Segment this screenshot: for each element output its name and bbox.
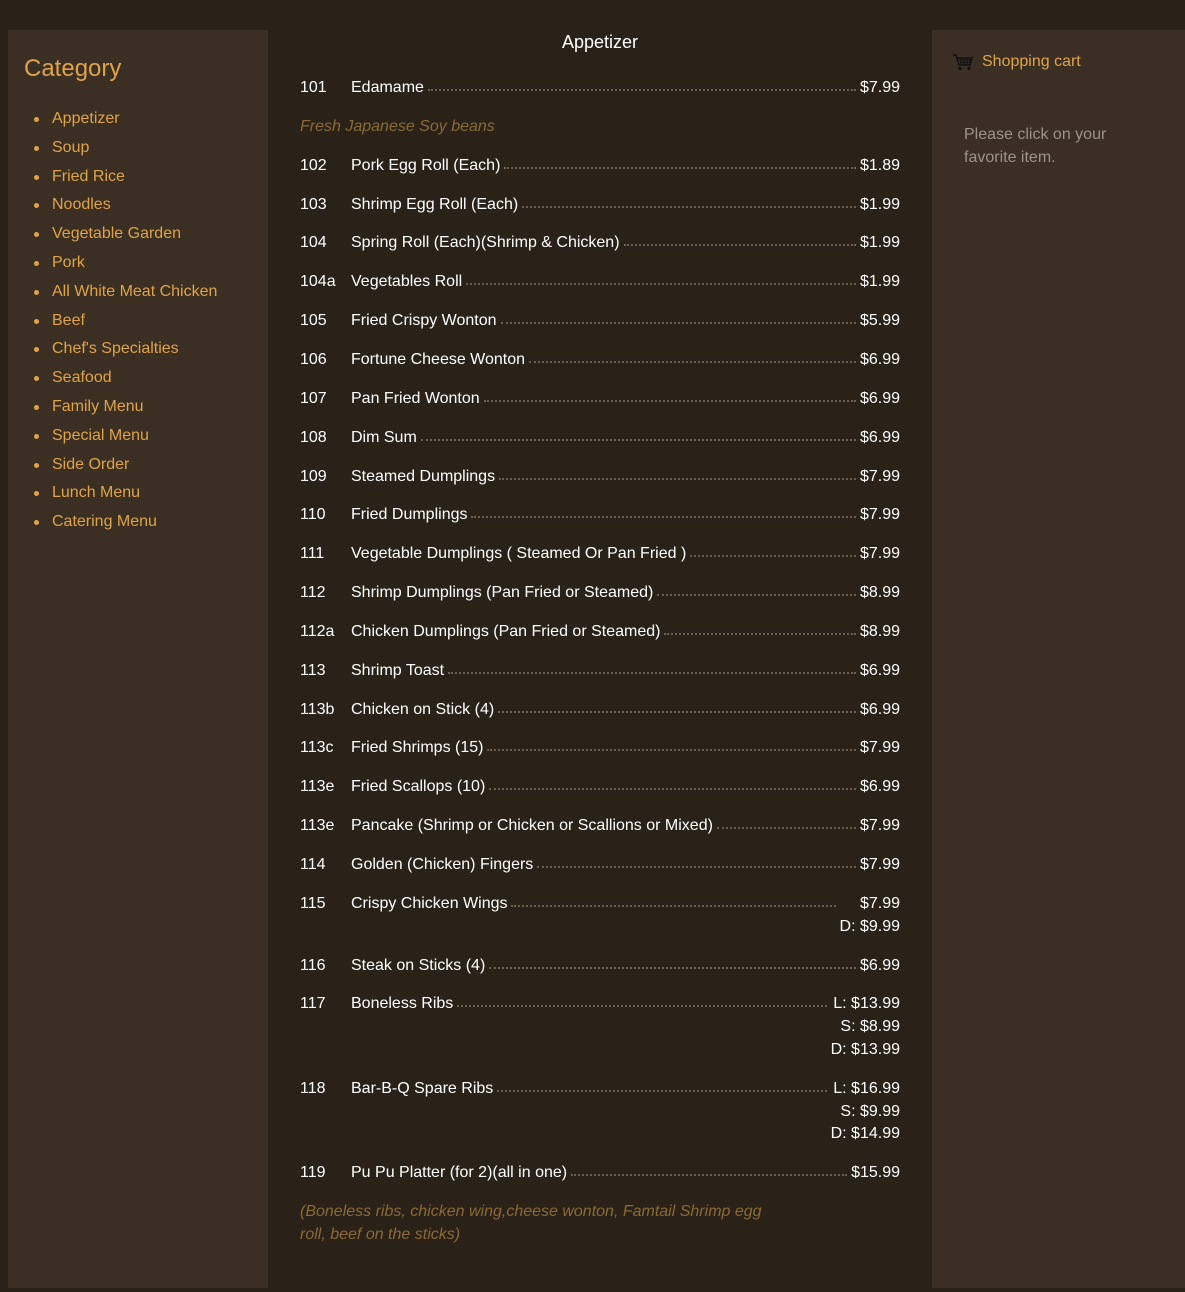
item-name: Vegetables Roll [351, 271, 466, 294]
item-number: 106 [300, 350, 327, 368]
dot-leader [471, 516, 856, 518]
category-item[interactable]: Beef [52, 311, 217, 340]
category-item[interactable]: Chef's Specialties [52, 339, 217, 368]
dot-leader [428, 89, 856, 91]
item-prices [860, 194, 900, 217]
item-prices [860, 232, 900, 255]
item-prices [860, 776, 900, 799]
dot-leader [489, 967, 856, 969]
item-prices [860, 349, 900, 372]
item-price: D: $14.99 [830, 1125, 900, 1143]
item-prices [851, 1162, 900, 1185]
item-prices [860, 621, 900, 644]
category-item[interactable]: Family Menu [52, 397, 217, 426]
dot-leader [484, 400, 856, 402]
item-price: $7.99 [859, 739, 900, 757]
dot-leader [522, 206, 856, 208]
item-number: 103 [300, 195, 327, 213]
category-item[interactable]: Side Order [52, 455, 217, 484]
item-prices [860, 815, 900, 838]
item-price: $7.99 [859, 506, 900, 524]
item-prices [860, 854, 900, 877]
item-prices [860, 271, 900, 294]
item-price: $1.99 [859, 195, 900, 213]
item-price: $7.99 [859, 545, 900, 563]
item-number: 113b [300, 700, 335, 718]
category-sidebar [8, 30, 268, 1288]
dot-leader [511, 905, 836, 907]
menu-section [268, 30, 932, 1292]
item-price: $7.99 [859, 856, 900, 873]
item-price: $6.99 [859, 956, 900, 974]
section-title: Appetizer [561, 32, 639, 52]
item-name: Edamame [351, 77, 428, 100]
dot-leader [497, 1090, 827, 1092]
dot-leader [501, 322, 856, 324]
dot-leader [664, 633, 856, 635]
item-number: 113c [300, 739, 334, 757]
item-name: Shrimp Egg Roll (Each) [351, 194, 522, 217]
item-name: Pu Pu Platter (for 2)(all in one) [351, 1162, 571, 1185]
dot-leader [421, 439, 856, 441]
dot-leader [690, 555, 856, 557]
item-number: 110 [300, 506, 326, 524]
item-price: $6.99 [859, 700, 900, 718]
item-price: $15.99 [851, 1164, 900, 1182]
item-number: 113e [300, 778, 335, 796]
item-name: Steamed Dumplings [351, 466, 499, 489]
item-number: 119 [300, 1164, 326, 1182]
category-item[interactable]: Appetizer [52, 109, 217, 138]
item-number: 113 [300, 661, 326, 679]
dot-leader [448, 672, 856, 674]
item-price: S: $8.99 [840, 1018, 900, 1036]
item-prices [860, 737, 900, 760]
item-price: $7.99 [859, 467, 900, 485]
cart-hint-text: Please click on your favorite item. [964, 126, 1107, 166]
item-prices [860, 427, 900, 450]
item-price: $6.99 [859, 661, 900, 679]
item-price: D: $13.99 [830, 1040, 900, 1058]
dot-leader [498, 711, 856, 713]
item-name: Fried Shrimps (15) [351, 737, 487, 760]
item-number: 101 [300, 79, 327, 96]
category-item[interactable]: Lunch Menu [52, 483, 217, 512]
item-name: Spring Roll (Each)(Shrimp & Chicken) [351, 232, 624, 255]
item-price: $6.99 [859, 350, 900, 368]
item-number: 105 [300, 312, 327, 330]
item-name: Crispy Chicken Wings [351, 893, 511, 916]
item-price: $6.99 [859, 389, 900, 407]
item-name: Vegetable Dumplings ( Steamed Or Pan Fried ) [351, 543, 690, 566]
item-number: 118 [300, 1079, 326, 1097]
category-item[interactable]: Special Menu [52, 426, 217, 455]
item-prices [860, 660, 900, 683]
item-prices [860, 466, 900, 489]
item-number: 116 [300, 956, 326, 974]
dot-leader [571, 1174, 847, 1176]
dot-leader [624, 244, 856, 246]
item-description: (Boneless ribs, chicken wing,cheese wonton, Famtail Shrimp egg roll, beef on the sticks) [300, 1203, 762, 1243]
category-item[interactable]: Vegetable Garden [52, 224, 217, 253]
dot-leader [717, 827, 856, 829]
item-number: 111 [300, 545, 325, 563]
item-price: $7.99 [859, 817, 900, 835]
item-price: $1.99 [859, 234, 900, 252]
dot-leader [537, 866, 856, 868]
top-bar [0, 0, 1185, 30]
item-prices [860, 155, 900, 178]
item-prices [860, 388, 900, 411]
item-number: 113e [300, 817, 335, 835]
item-name: Pancake (Shrimp or Chicken or Scallions or Mixed) [351, 815, 717, 838]
item-price: D: $9.99 [839, 917, 900, 935]
item-number: 104a [300, 273, 336, 291]
item-number: 102 [300, 156, 327, 174]
item-prices [831, 993, 900, 1061]
item-name: Pan Fried Wonton [351, 388, 484, 411]
item-name: Fried Dumplings [351, 504, 471, 527]
category-item[interactable]: Pork [52, 253, 217, 282]
item-number: 104 [300, 234, 327, 252]
item-name: Shrimp Dumplings (Pan Fried or Steamed) [351, 582, 657, 605]
item-price: $7.99 [859, 79, 900, 96]
category-item[interactable]: Soup [52, 138, 217, 167]
dot-leader [504, 167, 856, 169]
item-name: Shrimp Toast [351, 660, 448, 683]
item-name: Fried Scallops (10) [351, 776, 489, 799]
shopping-cart-icon [952, 53, 974, 71]
item-price: $1.99 [859, 273, 900, 291]
item-name: Fortune Cheese Wonton [351, 349, 529, 372]
item-name: Boneless Ribs [351, 993, 457, 1016]
cart-panel [932, 30, 1185, 1288]
item-prices [831, 1078, 900, 1146]
item-name: Fried Crispy Wonton [351, 310, 501, 333]
item-prices [860, 77, 900, 100]
item-prices [860, 699, 900, 722]
item-number: 109 [300, 467, 327, 485]
dot-leader [487, 749, 856, 751]
item-prices [860, 504, 900, 527]
item-price: $5.99 [859, 312, 900, 330]
item-name: Chicken on Stick (4) [351, 699, 498, 722]
dot-leader [466, 283, 856, 285]
item-number: 115 [300, 894, 326, 912]
item-prices [860, 582, 900, 605]
item-price: $1.89 [859, 156, 900, 174]
item-prices [840, 893, 900, 939]
shopping-cart-label: Shopping cart [982, 53, 1081, 70]
category-list [8, 109, 217, 541]
item-name: Chicken Dumplings (Pan Fried or Steamed) [351, 621, 664, 644]
item-price: S: $9.99 [840, 1102, 900, 1120]
item-name: Steak on Sticks (4) [351, 955, 489, 978]
item-name: Dim Sum [351, 427, 421, 450]
item-number: 114 [300, 856, 326, 873]
item-number: 108 [300, 428, 327, 446]
category-item[interactable]: Noodles [52, 195, 217, 224]
item-prices [860, 955, 900, 978]
dot-leader [457, 1005, 827, 1007]
item-number: 107 [300, 389, 327, 407]
item-prices [860, 543, 900, 566]
item-price: $8.99 [859, 622, 900, 640]
item-number: 117 [300, 995, 326, 1013]
item-price: $6.99 [859, 778, 900, 796]
item-number: 112a [300, 622, 335, 640]
dot-leader [499, 478, 856, 480]
category-item[interactable]: All White Meat Chicken [52, 282, 217, 311]
category-item[interactable]: Fried Rice [52, 167, 217, 196]
dot-leader [657, 594, 856, 596]
category-item[interactable]: Catering Menu [52, 512, 217, 541]
item-name: Pork Egg Roll (Each) [351, 155, 504, 178]
item-price: L: $16.99 [833, 1079, 900, 1097]
item-name: Golden (Chicken) Fingers [351, 854, 537, 877]
item-price: L: $13.99 [833, 995, 900, 1013]
item-name: Bar-B-Q Spare Ribs [351, 1078, 497, 1101]
category-title: Category [24, 55, 122, 82]
shopping-cart-link[interactable] [952, 50, 1081, 74]
dot-leader [529, 361, 856, 363]
item-price: $8.99 [859, 584, 900, 602]
item-number: 112 [300, 584, 326, 602]
item-price: $6.99 [859, 428, 900, 446]
item-description: Fresh Japanese Soy beans [300, 117, 495, 135]
category-item[interactable]: Seafood [52, 368, 217, 397]
item-prices [860, 310, 900, 333]
item-price: $7.99 [859, 894, 900, 912]
dot-leader [489, 788, 856, 790]
